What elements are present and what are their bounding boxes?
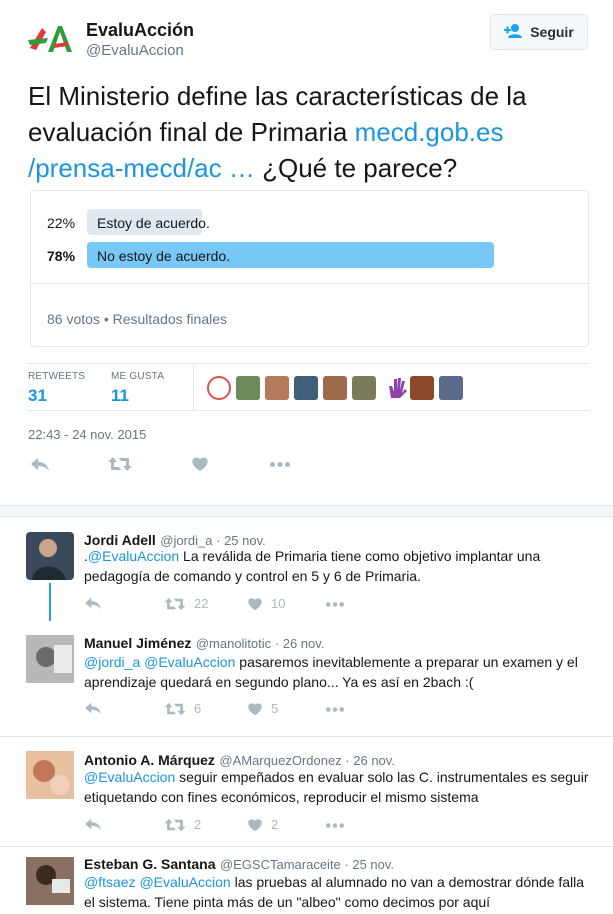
heart-icon <box>191 456 209 472</box>
tweet-text-question: ¿Qué te parece? <box>254 153 458 183</box>
reply-body: La reválida de Primaria tiene como objetivo implantar una pedagogía de comando y control en 5 y 6 de Primaria. <box>84 548 541 584</box>
reply-author-handle[interactable]: @manolitotic <box>195 636 272 651</box>
avatar[interactable] <box>26 751 74 799</box>
retweet-button[interactable] <box>164 817 201 832</box>
reply-body: seguir empeñados en evaluar solo las C. instrumentales es seguir etiquetando con fines económicos, reproducir el mismo sistema <box>84 769 589 805</box>
reply-date[interactable]: 25 nov. <box>352 857 395 872</box>
reply-author-handle[interactable]: @EGSCTamaraceite <box>219 857 341 872</box>
reply-meta-separator: · <box>341 753 354 768</box>
like-button[interactable] <box>247 817 278 832</box>
reply-meta-separator: · <box>212 533 225 548</box>
reply-button[interactable] <box>84 817 102 831</box>
add-user-icon <box>504 23 524 42</box>
reply-author-name[interactable]: Manuel Jiménez <box>84 635 192 651</box>
reply-mentions[interactable]: @EvaluAccion <box>84 769 176 785</box>
poll-card <box>30 190 589 347</box>
retweets-stat[interactable] <box>28 371 85 406</box>
reply-text <box>84 767 594 807</box>
like-button[interactable] <box>247 596 285 611</box>
reply-date[interactable]: 25 nov. <box>224 533 266 548</box>
more-icon <box>270 462 290 467</box>
retweets-count: 31 <box>28 386 47 405</box>
poll-option <box>31 209 588 237</box>
tweet-link[interactable]: mecd.gob.es /prensa-mecd/ac … <box>28 117 504 183</box>
reply-mentions[interactable]: @ftsaez @EvaluAccion <box>84 874 231 890</box>
reply-text <box>84 872 594 912</box>
more-button[interactable] <box>270 462 290 467</box>
poll-results-meta: 86 votos • Resultados finales <box>47 311 228 327</box>
reply-text <box>84 546 594 586</box>
heart-icon <box>247 702 263 716</box>
thread-gap <box>0 505 613 517</box>
liker-avatar[interactable] <box>294 376 318 400</box>
reply-body: pasaremos inevitablemente a preparar un examen y el aprendizaje quedará en segundo plano... Ya es así en 2bach :( <box>84 654 578 690</box>
retweet-icon <box>108 456 132 472</box>
reply-icon <box>84 596 102 610</box>
reply-button[interactable] <box>30 456 50 472</box>
like-count: 5 <box>271 701 279 716</box>
more-icon <box>326 602 344 607</box>
follow-button[interactable] <box>490 14 588 50</box>
likes-stat[interactable] <box>111 371 164 406</box>
reply-author-name[interactable]: Esteban G. Santana <box>84 856 216 872</box>
reply-date[interactable]: 26 nov. <box>282 636 325 651</box>
tweet-text <box>28 78 588 186</box>
reply-separator <box>0 846 613 847</box>
poll-option-percent: 22% <box>47 215 76 231</box>
follow-label: Seguir <box>530 24 574 40</box>
retweet-button[interactable] <box>164 596 208 611</box>
hand-icon <box>385 376 409 400</box>
reply-body: las pruebas al alumnado no van a demostrar dónde falla el sistema. Tiene pinta más de un "albeo" como decimos por aquí <box>84 874 585 910</box>
retweets-label: RETWEETS <box>28 371 86 382</box>
poll-option-label: No estoy de acuerdo. <box>97 248 231 264</box>
more-button[interactable] <box>326 823 344 828</box>
liker-avatar[interactable] <box>236 376 260 400</box>
reply-author-handle[interactable]: @AMarquezOrdonez <box>219 753 342 768</box>
avatar[interactable] <box>26 532 74 580</box>
reply-author-name[interactable]: Antonio A. Márquez <box>84 752 215 768</box>
avatar[interactable] <box>26 857 74 905</box>
evaluaccion-logo[interactable] <box>26 18 76 62</box>
poll-option-percent: 78% <box>47 248 76 264</box>
likes-count: 11 <box>111 386 129 405</box>
reply-button[interactable] <box>84 701 102 715</box>
reply-icon <box>84 701 102 715</box>
tweet-text-body: El Ministerio define las características de la evaluación final de Primaria <box>28 81 527 147</box>
liker-avatar[interactable] <box>352 376 376 400</box>
account-name[interactable]: EvaluAcción <box>86 20 195 40</box>
reply-mentions[interactable]: @EvaluAccion <box>87 548 180 564</box>
poll-divider <box>31 283 588 284</box>
stats-divider-top <box>28 363 589 364</box>
poll-option <box>31 242 588 270</box>
likes-label: ME GUSTA <box>111 371 165 382</box>
poll-option-label: Estoy de acuerdo. <box>97 215 210 231</box>
reply-icon <box>30 456 50 472</box>
retweet-count: 2 <box>194 817 202 832</box>
account-handle[interactable]: @EvaluAccion <box>86 42 184 59</box>
retweet-button[interactable] <box>108 456 132 472</box>
like-button[interactable] <box>191 456 209 472</box>
more-button[interactable] <box>326 602 344 607</box>
more-button[interactable] <box>326 707 344 712</box>
like-count: 2 <box>271 817 279 832</box>
reply-header <box>84 635 324 653</box>
like-count: 10 <box>271 596 286 611</box>
retweet-count: 6 <box>194 701 202 716</box>
heart-icon <box>247 597 263 611</box>
liker-avatar[interactable] <box>410 376 434 400</box>
reply-date[interactable]: 26 nov. <box>353 753 395 768</box>
reply-button[interactable] <box>84 596 102 610</box>
reply-separator <box>0 736 613 737</box>
more-icon <box>326 707 344 712</box>
reply-author-name[interactable]: Jordi Adell <box>84 532 156 548</box>
like-button[interactable] <box>247 701 278 716</box>
thread-line <box>49 583 51 621</box>
liker-avatar[interactable] <box>385 376 409 400</box>
stats-divider-bottom <box>28 410 589 411</box>
reply-icon <box>84 817 102 831</box>
reply-text <box>84 652 594 692</box>
stats-separator <box>193 364 194 410</box>
heart-icon <box>247 818 263 832</box>
reply-meta-separator: · <box>340 857 353 872</box>
liker-avatar[interactable] <box>323 376 347 400</box>
retweet-icon <box>164 702 186 716</box>
retweet-count: 22 <box>194 596 209 611</box>
liker-avatar[interactable] <box>207 376 231 400</box>
retweet-icon <box>164 818 186 832</box>
reply-mentions[interactable]: @jordi_a @EvaluAccion <box>84 654 236 670</box>
retweet-button[interactable] <box>164 701 201 716</box>
reply-meta-separator: · <box>271 636 283 651</box>
reply-prefix: . <box>84 548 88 564</box>
liker-avatar[interactable] <box>439 376 463 400</box>
retweet-icon <box>164 597 186 611</box>
liker-avatar[interactable] <box>265 376 289 400</box>
reply-author-handle[interactable]: @jordi_a <box>160 533 213 548</box>
avatar[interactable] <box>26 635 74 683</box>
tweet-timestamp[interactable]: 22:43 - 24 nov. 2015 <box>28 427 147 442</box>
more-icon <box>326 823 344 828</box>
